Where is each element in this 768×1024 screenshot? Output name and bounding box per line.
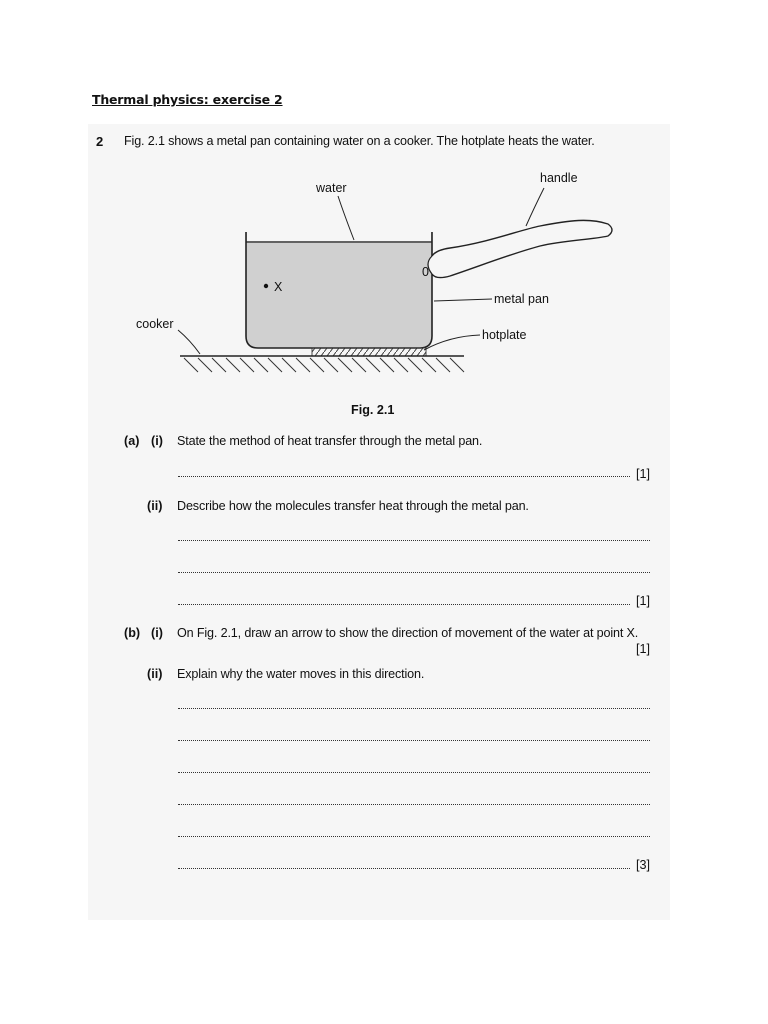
part-b-label: (b) [124, 626, 141, 640]
handle-hole-label: 0 [422, 265, 429, 279]
answer-line-a-ii-2[interactable] [178, 572, 650, 573]
answer-line-b-ii-1[interactable] [178, 708, 650, 709]
page-heading: Thermal physics: exercise 2 [92, 92, 283, 107]
part-a-label: (a) [124, 434, 140, 448]
question-intro: Fig. 2.1 shows a metal pan containing water on a cooker. The hotplate heats the water. [124, 134, 595, 148]
part-b-ii-label: (ii) [147, 667, 163, 681]
cooker-hatching [184, 358, 464, 372]
mark-a-i: [1] [636, 467, 651, 481]
mark-b-ii: [3] [636, 858, 651, 872]
figure-caption: Fig. 2.1 [351, 403, 395, 417]
question-number: 2 [96, 134, 104, 149]
answer-line-b-ii-4[interactable] [178, 804, 650, 805]
answer-line-b-ii-2[interactable] [178, 740, 650, 741]
answer-line-b-ii-5[interactable] [178, 836, 650, 837]
mark-b-i: [1] [636, 642, 651, 656]
pan-diagram [120, 160, 630, 400]
pan-handle [432, 220, 612, 277]
point-x-label: X [274, 280, 283, 294]
answer-line-a-ii-3[interactable] [178, 604, 630, 605]
answer-line-b-ii-3[interactable] [178, 772, 650, 773]
part-b-i-text: On Fig. 2.1, draw an arrow to show the direction of movement of the water at point X. [177, 626, 639, 640]
part-a-ii-text: Describe how the molecules transfer heat through the metal pan. [177, 499, 529, 513]
hotplate-label: hotplate [482, 328, 527, 342]
part-a-i-text: State the method of heat transfer through the metal pan. [177, 434, 483, 448]
part-b-i-label: (i) [151, 626, 163, 640]
mark-a-ii: [1] [636, 594, 651, 608]
part-a-i-label: (i) [151, 434, 163, 448]
handle-label: handle [540, 171, 578, 185]
answer-line-a-i[interactable] [178, 476, 630, 477]
water-label: water [316, 181, 347, 195]
answer-line-b-ii-6[interactable] [178, 868, 630, 869]
part-a-ii-label: (ii) [147, 499, 163, 513]
point-x-dot [264, 284, 268, 288]
answer-line-a-ii-1[interactable] [178, 540, 650, 541]
metal-pan-label: metal pan [494, 292, 549, 306]
cooker-label: cooker [136, 317, 174, 331]
part-b-ii-text: Explain why the water moves in this direction. [177, 667, 425, 681]
hotplate-element [312, 348, 426, 356]
